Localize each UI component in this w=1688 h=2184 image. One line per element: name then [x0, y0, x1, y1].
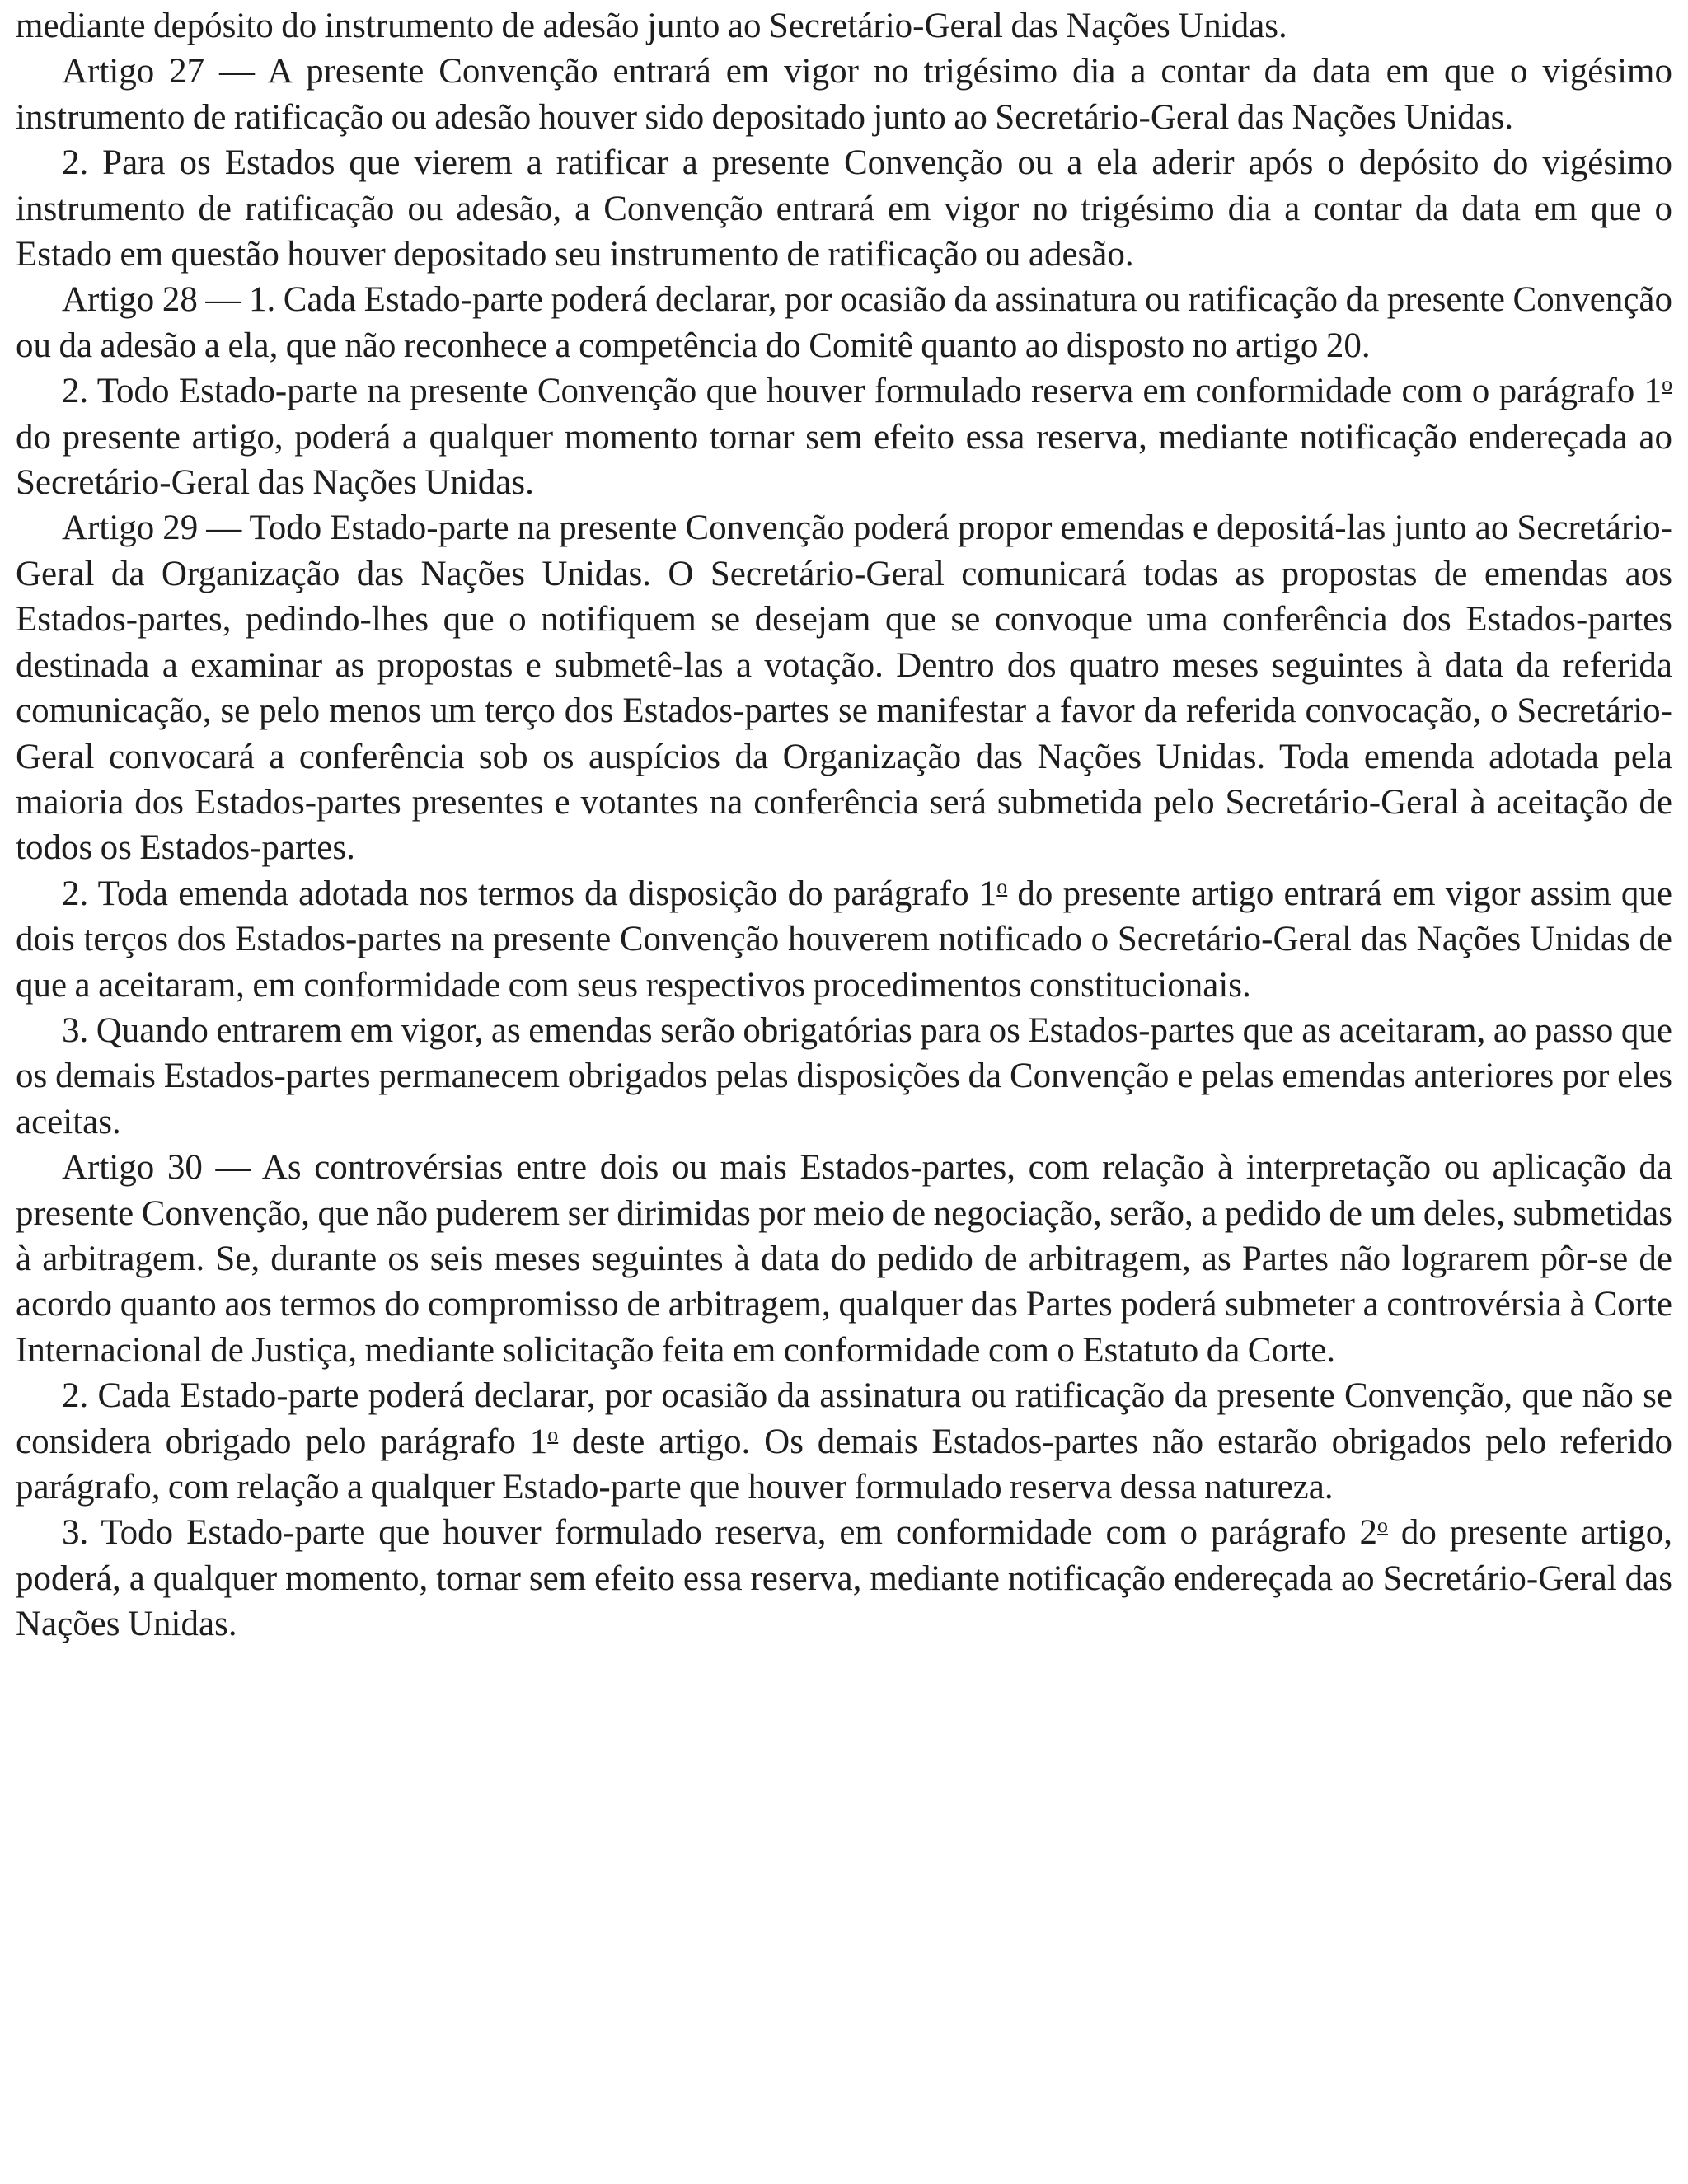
document-paragraph — [16, 1145, 1672, 1373]
paragraph-text: deste artigo. Os demais Estados-partes não estarão obrigados pelo referido parágrafo, com relação a qualquer Estado-parte que houver formulado reserva dessa natureza. — [16, 1422, 1673, 1507]
paragraph-text: 3. Quando entrarem em vigor, as emendas serão obrigatórias para os Estados-partes que as aceitaram, ao passo que os demais Estados-partes permanecem obrigados pelas disposições da Convenção e pelas emendas anteriores por eles aceitas. — [16, 1010, 1672, 1141]
paragraph-text: Artigo 28 — 1. Cada Estado-parte poderá declarar, por ocasião da assinatura ou ratificação da presente Convenção ou da adesão a ela, que não reconhece a competência do Comitê quanto ao disposto no artigo 20. — [16, 280, 1672, 365]
paragraph-text: Artigo 29 — Todo Estado-parte na presente Convenção poderá propor emendas e depositá-las junto ao Secretário-Geral da Organização das Nações Unidas. O Secretário-Geral comunicará todas as propostas de emendas aos Estados-partes, pedindo-lhes que o notifiquem se desejam que se convoque uma conferência dos Estados-partes destinada a examinar as propostas e submetê-las a votação. Dentro dos quatro meses seguintes à data da referida comunicação, se pelo menos um terço dos Estados-partes se manifestar a favor da referida convocação, o Secretário-Geral convocará a conferência sob os auspícios da Organização das Nações Unidas. Toda emenda adotada pela maioria dos Estados-partes presentes e votantes na conferência será submetida pelo Secretário-Geral à aceitação de todos os Estados-partes. — [16, 509, 1672, 868]
document-paragraph — [16, 140, 1672, 277]
paragraph-text: mediante depósito do instrumento de adesão junto ao Secretário-Geral das Nações Unidas. — [16, 7, 1287, 45]
paragraph-text: 2. Cada Estado-parte poderá declarar, por ocasião da assinatura ou ratificação da presente Convenção, que não se considera obrigado pelo parágrafo 1 — [16, 1376, 1672, 1461]
ordinal-indicator: o — [547, 1422, 559, 1446]
paragraph-text: Artigo 30 — As controvérsias entre dois ou mais Estados-partes, com relação à interpretação ou aplicação da presente Convenção, que não puderem ser dirimidas por meio de negociação, serão, a pedido de um deles, submetidas à arbitragem. Se, durante os seis meses seguintes à data do pedido de arbitragem, as Partes não lograrem pôr-se de acordo quanto aos termos do compromisso de arbitragem, qualquer das Partes poderá submeter a controvérsia à Corte Internacional de Justiça, mediante solicitação feita em conformidade com o Estatuto da Corte. — [16, 1148, 1672, 1370]
document-paragraph — [16, 49, 1672, 140]
paragraph-text: 2. Toda emenda adotada nos termos da disposição do parágrafo 1 — [62, 874, 997, 913]
document-body — [16, 3, 1672, 1647]
document-paragraph — [16, 1008, 1672, 1145]
paragraph-text: 2. Todo Estado-parte na presente Convenção que houver formulado reserva em conformidade com o parágrafo 1 — [62, 372, 1662, 411]
document-paragraph — [16, 1510, 1672, 1647]
document-paragraph — [16, 871, 1672, 1008]
paragraph-text: Artigo 27 — A presente Convenção entrará em vigor no trigésimo dia a contar da data em que o vigésimo instrumento de ratificação ou adesão houver sido depositado junto ao Secretário-Geral das Nações Unidas. — [16, 52, 1672, 137]
document-paragraph — [16, 277, 1672, 368]
paragraph-text: do presente artigo entrará em vigor assim que dois terços dos Estados-partes na presente Convenção houverem notificado o Secretário-Geral das Nações Unidas de que a aceitaram, em conformidade com seus respectivos procedimentos constitucionais. — [16, 874, 1673, 1005]
document-paragraph — [16, 1373, 1672, 1510]
ordinal-indicator: o — [996, 874, 1008, 898]
paragraph-text: 2. Para os Estados que vierem a ratificar a presente Convenção ou a ela aderir após o depósito do vigésimo instrumento de ratificação ou adesão, a Convenção entrará em vigor no trigésimo dia a contar da data em que o Estado em questão houver depositado seu instrumento de ratificação ou adesão. — [16, 143, 1672, 274]
paragraph-text: do presente artigo, poderá a qualquer momento tornar sem efeito essa reserva, mediante notificação endereçada ao Secretário-Geral das Nações Unidas. — [16, 417, 1672, 503]
document-paragraph — [16, 368, 1672, 505]
ordinal-indicator: o — [1377, 1513, 1388, 1538]
document-paragraph — [16, 3, 1672, 49]
paragraph-text: 3. Todo Estado-parte que houver formulado reserva, em conformidade com o parágrafo 2 — [62, 1513, 1378, 1553]
document-paragraph — [16, 505, 1672, 870]
ordinal-indicator: o — [1662, 372, 1672, 396]
paragraph-text: do presente artigo, poderá, a qualquer momento, tornar sem efeito essa reserva, mediante notificação endereçada ao Secretário-Geral das Nações Unidas. — [16, 1513, 1672, 1644]
